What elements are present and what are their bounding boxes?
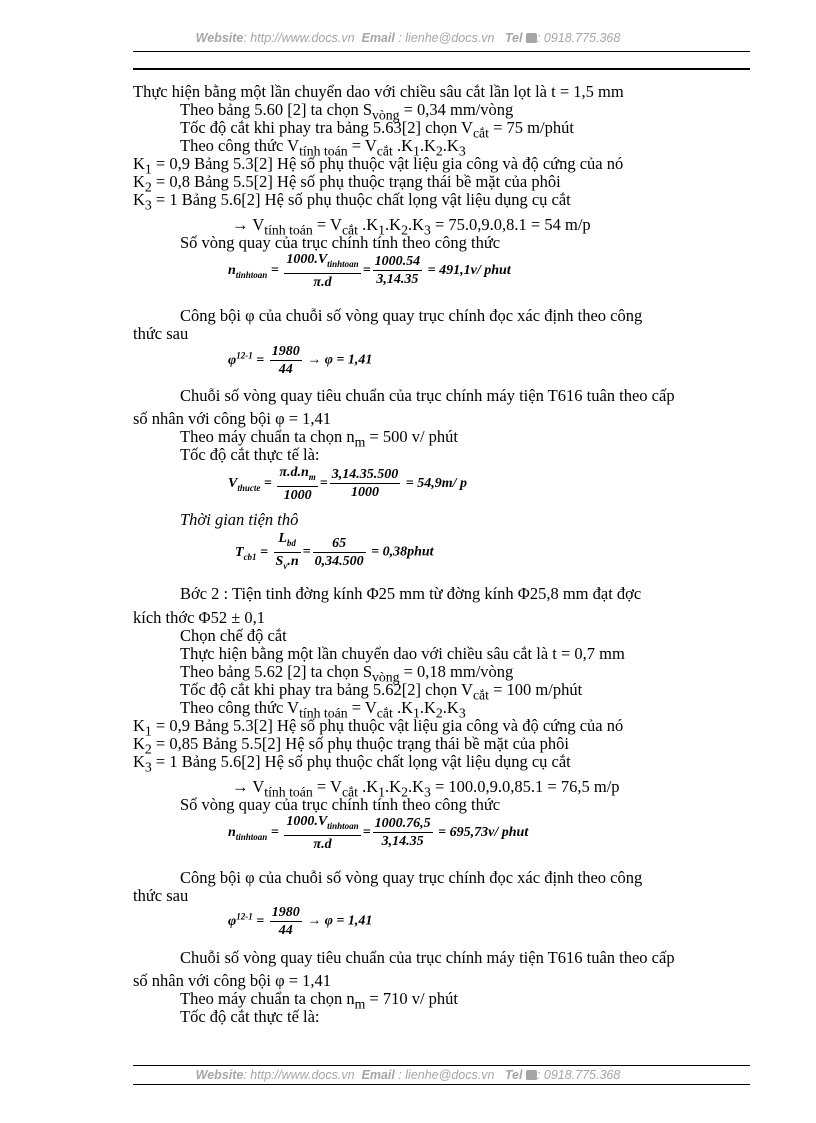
body-line: Theo máy chuẩn ta chọn $n_m = 710$ v/ phút — [180, 989, 459, 1012]
body-line: Chuỗi số vòng quay tiêu chuẩn của trục chính máy tiện T616 tuân theo cấp — [180, 386, 675, 405]
formula-denominator: $S_v.n$ — [275, 553, 299, 571]
formula-numerator: 65 — [313, 535, 366, 553]
formula-v-thucte-1: $V_{thucte}$ = $\frac{\pi.d.n_m}{1000}$ = $\frac{3,14.35.500}{1000}$ = 54,9m/ p — [228, 465, 468, 503]
body-line: Theo công thức $V_{tính toán} = V_{cắt}$ $.K_1.K_2.K_3$ — [180, 136, 466, 159]
header-divider-thin — [133, 51, 750, 52]
tel-label: Tel — [504, 31, 523, 45]
body-line: Thực hiện bằng một lần chuyển dao với chiều sâu cắt lần lọt là t = 1,5 mm — [133, 82, 624, 101]
body-line: $K_2 = 0,8$ Bảng 5.5[2] Hệ số phụ thuộc trạng thái bề mặt của phôi — [133, 172, 561, 195]
page-footer — [0, 1068, 816, 1082]
formula-n-tinhtoan-1: $n_{tinhtoan}$ = $1000.V_{tinhtoan}$ π.d = $\frac{1000.54}{3,14.35}$ = 491,1v/ phut — [228, 252, 511, 290]
body-line: Bớc 2 : Tiện tinh đờng kính Φ25 mm từ đờng kính Φ25,8 mm đạt đợc — [180, 584, 642, 603]
formula-t-cb1: $T_{cb1}$ = $L_{bd}$ $S_v.n$ = $\frac{65}{0,34.500}$ = 0,38phut — [235, 530, 434, 575]
formula-result: = 0,38phut — [371, 544, 434, 560]
body-line: Theo bảng 5.62 [2] ta chọn $S_{vòng} = 0,18$ mm/vòng — [180, 662, 514, 685]
body-line: Số vòng quay của trục chính tính theo công thức — [180, 233, 501, 252]
formula-result: → φ = 1,41 — [307, 913, 373, 929]
email-label: Email — [361, 31, 395, 45]
formula-numerator: 1980 — [271, 344, 300, 359]
body-line: Tốc độ cắt thực tế là: — [180, 445, 320, 464]
formula-denominator: 0,34.500 — [314, 553, 364, 569]
email-address[interactable]: : lienhe@docs.vn — [398, 1068, 495, 1082]
website-url[interactable]: : http://www.docs.vn — [243, 31, 355, 45]
formula-phi-1 — [228, 343, 372, 378]
formula-denominator: 1000 — [283, 487, 312, 503]
body-line: thức sau — [133, 324, 189, 343]
footer-divider-thick — [133, 1084, 750, 1085]
formula-numerator: $\pi.d.n_m$ — [277, 464, 317, 487]
body-line: $K_1 = 0,9$ Bảng 5.3[2] Hệ số phụ thuộc vật liệu gia công và độ cứng của nó — [133, 716, 624, 739]
email-address[interactable]: : lienhe@docs.vn — [398, 31, 495, 45]
body-line: số nhân với công bội φ = 1,41 — [133, 409, 332, 428]
formula-denominator: 1000 — [351, 485, 380, 501]
formula-result: = 54,9m/ p — [405, 476, 468, 492]
body-line: Theo công thức $V_{tính toán} = V_{cắt}$ $.K_1.K_2.K_3$ — [180, 698, 466, 721]
formula-numerator: $1000.V_{tinhtoan}$ — [284, 251, 360, 274]
formula-numerator: $L_{bd}$ — [274, 530, 301, 553]
body-line: Chuỗi số vòng quay tiêu chuẩn của trục chính máy tiện T616 tuân theo cấp — [180, 948, 675, 967]
formula-phi-2 — [228, 904, 372, 939]
footer-divider-thin — [133, 1065, 750, 1066]
formula-result: = 695,73v/ phut — [438, 825, 529, 841]
body-line: Theo máy chuẩn ta chọn $n_m = 500$ v/ phút — [180, 427, 459, 450]
body-line: Tốc độ cắt khi phay tra bảng 5.63[2] chọn $V_{cắt} = 75$ m/phút — [180, 118, 574, 141]
body-line: Công bội φ của chuỗi số vòng quay trục chính đọc xác định theo công — [180, 306, 643, 325]
formula-numerator: 1000.76,5 — [374, 816, 431, 832]
formula-numerator: $1000.V_{tinhtoan}$ — [284, 813, 360, 836]
header-divider-thick — [133, 68, 750, 70]
formula-result: = 491,1v/ phut — [427, 263, 511, 279]
formula-denominator: 44 — [278, 362, 293, 377]
phone-icon — [526, 33, 537, 43]
formula-denominator: π.d — [313, 274, 332, 290]
body-line: → $V_{tính toán} = V_{cắt}$ $.K_1.K_2.K_3 = 75.0,9.0,8.1 = 54$ m/p — [232, 215, 591, 238]
tel-number: : 0918.775.368 — [536, 31, 621, 45]
formula-denominator: π.d — [313, 836, 332, 852]
tel-label: Tel — [504, 1068, 523, 1082]
website-url[interactable]: : http://www.docs.vn — [243, 1068, 355, 1082]
body-line: kích thớc Φ52 ± 0,1 — [133, 608, 266, 627]
body-line: → $V_{tính toán} = V_{cắt}$ $.K_1.K_2.K_3 = 100.0,9.0,85.1 = 76,5$ m/p — [232, 777, 620, 800]
formula-lhs: $n_{tinhtoan}$ = — [228, 263, 279, 280]
body-line: thức sau — [133, 886, 189, 905]
body-line: Tốc độ cắt thực tế là: — [180, 1007, 320, 1026]
phone-icon — [526, 1070, 537, 1080]
website-label: Website — [195, 31, 244, 45]
body-line: $K_3 = 1$ Bảng 5.6[2] Hệ số phụ thuộc chất lọng vật liệu dụng cụ cắt — [133, 190, 571, 213]
formula-result: → φ = 1,41 — [307, 352, 373, 368]
body-line: Tốc độ cắt khi phay tra bảng 5.62[2] chọn $V_{cắt} = 100$ m/phút — [180, 680, 583, 703]
formula-lhs: $V_{thucte}$ = — [228, 476, 272, 493]
section-heading: Thời gian tiện thô — [180, 510, 299, 529]
email-label: Email — [361, 1068, 395, 1082]
tel-number: : 0918.775.368 — [536, 1068, 621, 1082]
formula-denominator: 44 — [278, 923, 293, 938]
formula-numerator: 1980 — [271, 905, 300, 920]
formula-denominator: 3,14.35 — [381, 834, 424, 850]
formula-denominator: 3,14.35 — [376, 272, 419, 288]
formula-numerator: 3,14.35.500 — [331, 467, 399, 483]
body-line: $K_3 = 1$ Bảng 5.6[2] Hệ số phụ thuộc chất lọng vật liệu dụng cụ cắt — [133, 752, 571, 775]
body-line: Theo bảng 5.60 [2] ta chọn $S_{vòng} = 0,34$ mm/vòng — [180, 100, 514, 123]
body-line: $K_2 = 0,85$ Bảng 5.5[2] Hệ số phụ thuộc trạng thái bề mặt của phôi — [133, 734, 569, 757]
body-line: $K_1 = 0,9$ Bảng 5.3[2] Hệ số phụ thuộc vật liệu gia công và độ cứng của nó — [133, 154, 624, 177]
body-line: Công bội φ của chuỗi số vòng quay trục chính đọc xác định theo công — [180, 868, 643, 887]
formula-n-tinhtoan-2: $n_{tinhtoan}$ = $1000.V_{tinhtoan}$ π.d = $\frac{1000.76,5}{3,14.35}$ = 695,73v/ phut — [228, 814, 529, 852]
page-header — [0, 31, 816, 45]
formula-lhs: $T_{cb1}$ = — [235, 544, 269, 562]
body-line: Chọn chế độ cắt — [180, 626, 287, 645]
formula-lhs: $\varphi^{12-1}$ = — [228, 911, 265, 929]
body-line: Số vòng quay của trục chính tính theo công thức — [180, 795, 501, 814]
body-line: Thực hiện bằng một lần chuyển dao với chiều sâu cắt là t = 0,7 mm — [180, 644, 625, 663]
formula-numerator: 1000.54 — [374, 254, 421, 270]
website-label: Website — [195, 1068, 244, 1082]
body-line: số nhân với công bội φ = 1,41 — [133, 971, 332, 990]
formula-lhs: $n_{tinhtoan}$ = — [228, 825, 279, 842]
formula-lhs: $\varphi^{12-1}$ = — [228, 350, 265, 368]
